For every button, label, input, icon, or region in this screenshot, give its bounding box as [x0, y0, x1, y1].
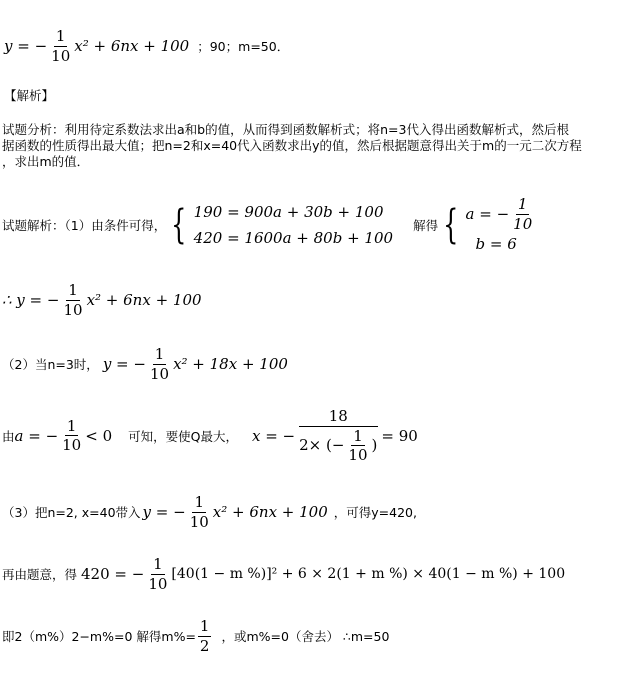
left-brace-icon: { — [171, 202, 187, 248]
part2b-line: 由 a = − $\frac{1}{10}$ < 0 可知，要使Q最大， x = − 18 2× (− $\frac{1}{10}$ ) = 90 — [2, 407, 418, 464]
part2-line: （2）当n=3时， y = − $\frac{1}{10}$ x² + 18x + 100 — [2, 345, 288, 383]
equation-1: 190 = 900a + 30b + 100 — [193, 203, 384, 221]
answer-tail: ；90；m=50． — [197, 39, 290, 54]
solution-label: 试题解析：（1）由条件可得， — [2, 218, 167, 233]
solve-label: 解得 — [413, 218, 439, 233]
analysis-line-2: 据函数的性质得出最大值；把n=2和x=40代入函数求出y的值，然后根据题意得出关于m的一元二次方程 — [2, 138, 582, 153]
answer-line — [4, 28, 289, 64]
part3b-line: 再由题意，得 420 = − $\frac{1}{10}$ [40(1 − m %)]² + 6 × 2(1 + m %) × 40(1 − m %) + 100 — [2, 555, 566, 593]
x-vertex-fraction: 18 2× (− $\frac{1}{10}$ ) — [299, 407, 378, 464]
equation-system — [194, 202, 393, 248]
answer-lhs: y = − — [4, 37, 48, 55]
equation-2: 420 = 1600a + 80b + 100 — [193, 229, 394, 247]
final-line: 即2（m%）2−m%=0 解得m%= $\frac{1}{2}$ ，或m%=0（舍去） ∴m=50 — [2, 617, 390, 655]
analysis-line-3: ，求出m的值． — [2, 154, 90, 169]
answer-rest: x² + 6nx + 100 — [74, 37, 190, 55]
part3-line: （3）把n=2, x=40带入 y = − $\frac{1}{10}$ x² + 6nx + 100 ，可得y=420, — [2, 493, 417, 531]
solution-values: a = − $\frac{1}{10}$ b = 6 — [465, 195, 533, 253]
solution-part1 — [2, 196, 536, 254]
therefore-line: ∴ y = − $\frac{1}{10}$ x² + 6nx + 100 — [2, 281, 202, 319]
answer-fraction: $\frac{1}{10}$ — [51, 27, 71, 65]
analysis-heading: 【解析】 — [4, 88, 55, 103]
left-brace-icon: { — [443, 202, 459, 248]
analysis-line-1: 试题分析：利用待定系数法求出a和b的值，从而得到函数解析式；将n=3代入得出函数解析式，然后根 — [2, 122, 569, 137]
